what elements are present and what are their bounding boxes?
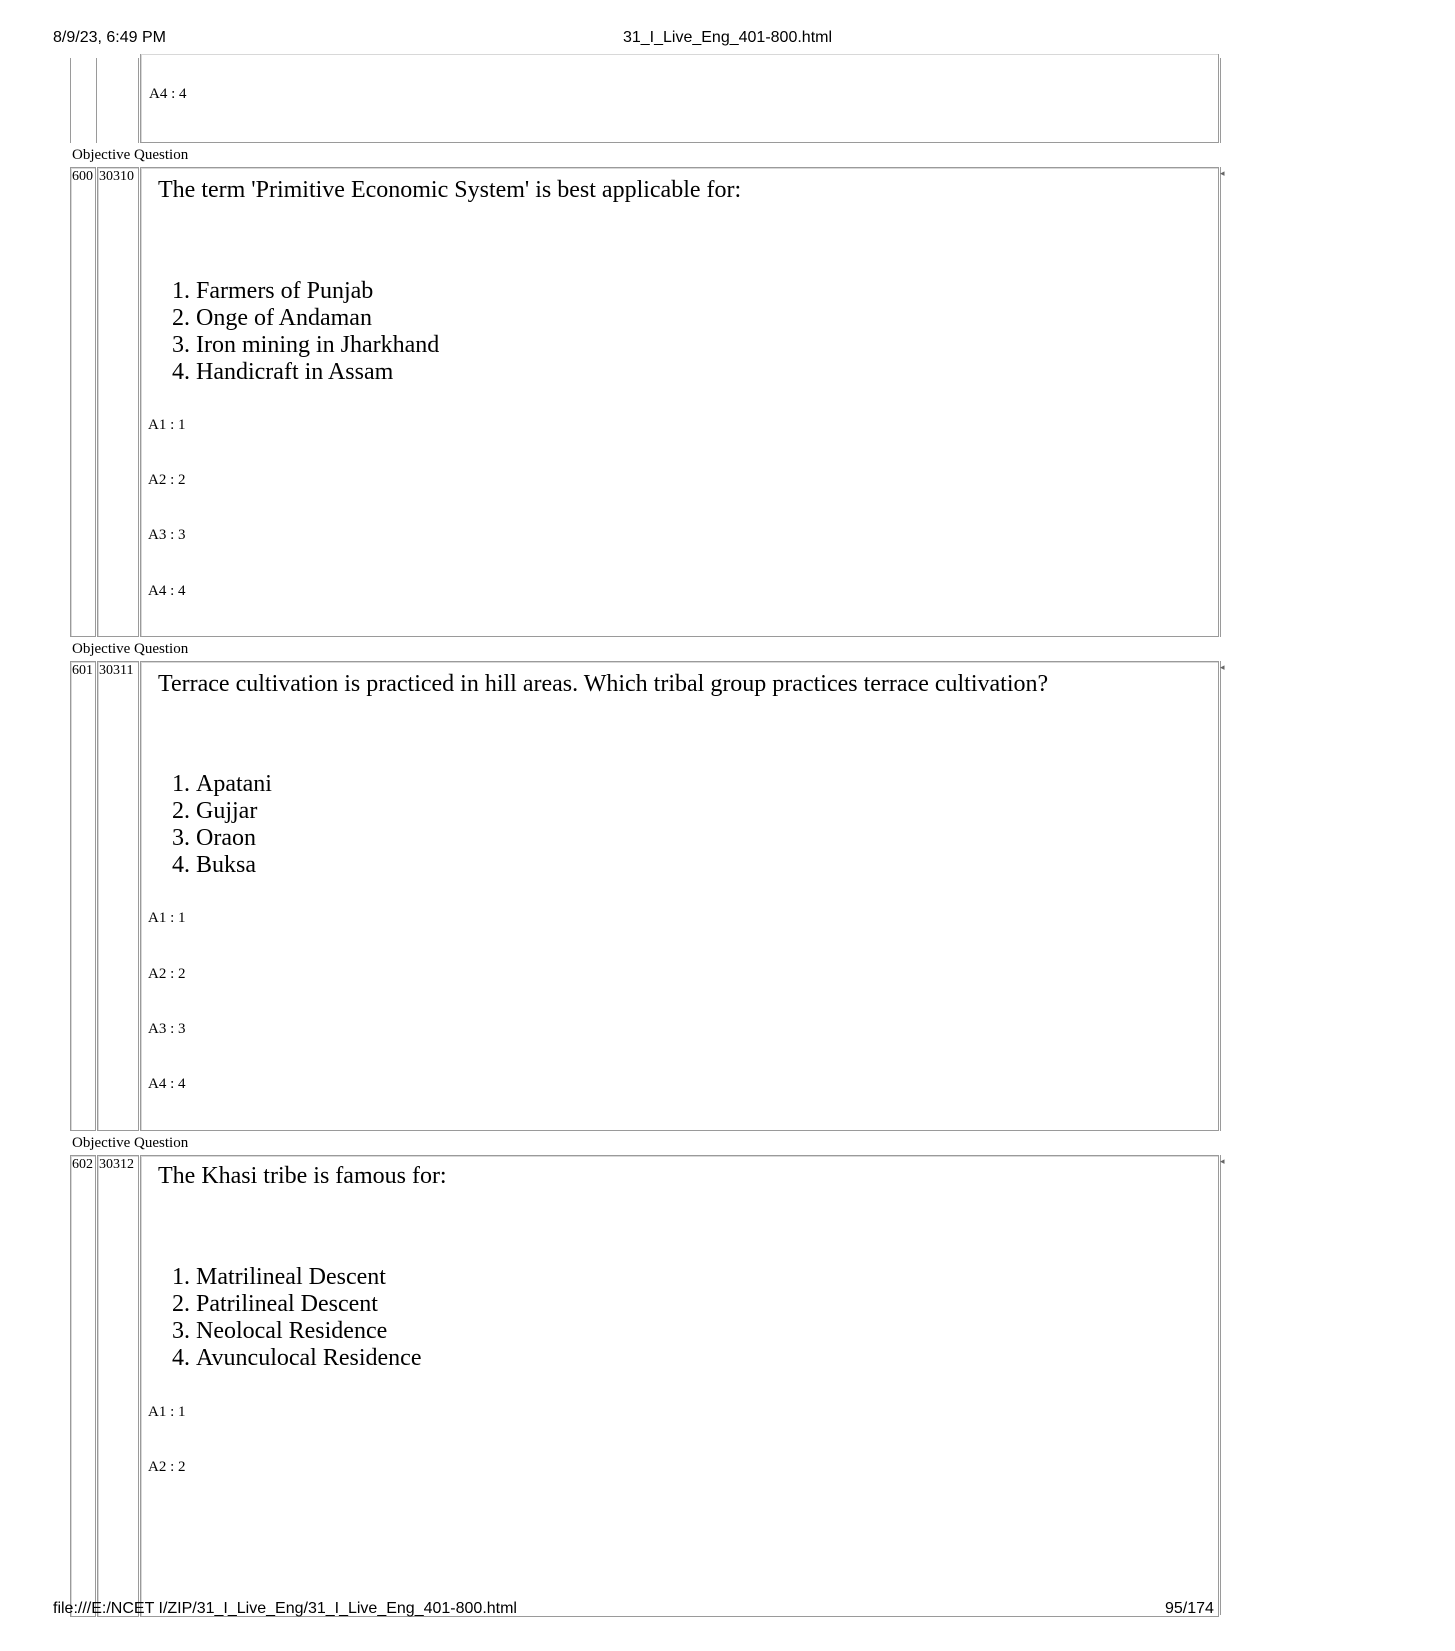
- question-number-cell: 602: [70, 1155, 96, 1617]
- question-number-cell: 601: [70, 661, 96, 1131]
- print-file-path: file:///E:/NCET I/ZIP/31_I_Live_Eng/31_I_Live_Eng_401-800.html: [53, 1600, 517, 1617]
- answer-line: A4 : 4: [148, 1076, 186, 1092]
- question-id-cell: 30311: [97, 661, 139, 1131]
- option-list: [168, 771, 272, 879]
- print-date: 8/9/23, 6:49 PM: [53, 29, 166, 46]
- print-title: 31_I_Live_Eng_401-800.html: [622, 29, 833, 46]
- scroll-marker: ◂: [1220, 168, 1225, 178]
- answer-line: A3 : 3: [148, 527, 186, 543]
- option-item: 4. Buksa: [172, 852, 256, 878]
- option-item: 2. Gujjar: [172, 798, 258, 824]
- answer-line: A2 : 2: [148, 966, 186, 982]
- question-text: Terrace cultivation is practiced in hill areas. Which tribal group practices terrace cultivation?: [158, 671, 1049, 697]
- option-item: 1. Matrilineal Descent: [172, 1264, 386, 1290]
- question-body-cell: [140, 661, 1219, 1131]
- option-list: [168, 278, 439, 386]
- answer-line: A4 : 4: [149, 86, 187, 102]
- answer-line: A2 : 2: [148, 472, 186, 488]
- carryover-cell: [140, 54, 1219, 143]
- option-item: 2. Onge of Andaman: [172, 305, 372, 331]
- question-type-label: Objective Question: [72, 641, 189, 657]
- question-table: [70, 58, 1225, 1595]
- option-item: 1. Farmers of Punjab: [172, 278, 374, 304]
- answer-line: A1 : 1: [148, 417, 186, 433]
- question-id-cell: 30312: [97, 1155, 139, 1617]
- option-item: 3. Oraon: [172, 825, 256, 851]
- scroll-marker: ◂: [1220, 662, 1225, 672]
- question-type-label: Objective Question: [72, 147, 189, 163]
- question-text: The term 'Primitive Economic System' is best applicable for:: [158, 177, 742, 203]
- answer-line: A1 : 1: [148, 1404, 186, 1420]
- option-list: [168, 1264, 421, 1372]
- question-body-cell: [140, 167, 1219, 637]
- answer-line: A4 : 4: [148, 583, 186, 599]
- option-item: 1. Apatani: [172, 771, 272, 797]
- option-item: 3. Neolocal Residence: [172, 1318, 388, 1344]
- scroll-marker: ◂: [1220, 1156, 1225, 1166]
- question-text: The Khasi tribe is famous for:: [158, 1163, 447, 1189]
- answer-line: A3 : 3: [148, 1021, 186, 1037]
- option-item: 3. Iron mining in Jharkhand: [172, 332, 440, 358]
- answer-line: A2 : 2: [148, 1459, 186, 1475]
- question-number-cell: 600: [70, 167, 96, 637]
- print-page-number: 95/174: [1165, 1600, 1214, 1617]
- option-item: 4. Handicraft in Assam: [172, 359, 394, 385]
- option-item: 4. Avunculocal Residence: [172, 1345, 422, 1371]
- question-id-cell: 30310: [97, 167, 139, 637]
- question-type-label: Objective Question: [72, 1135, 189, 1151]
- answer-line: A1 : 1: [148, 910, 186, 926]
- option-item: 2. Patrilineal Descent: [172, 1291, 378, 1317]
- question-body-cell: [140, 1155, 1219, 1617]
